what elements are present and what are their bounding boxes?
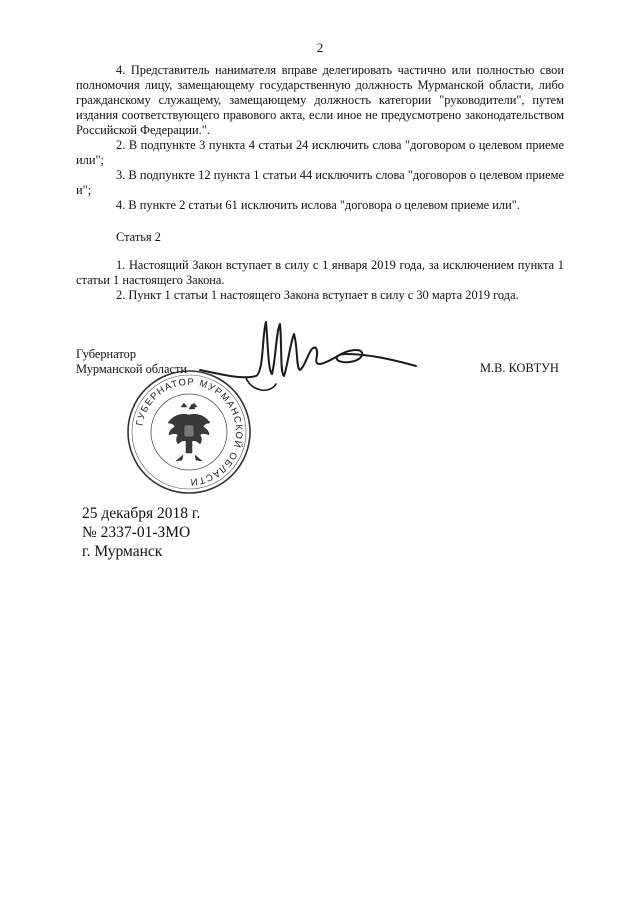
signatory-title [76,347,187,377]
seal-text: ГУБЕРНАТОР МУРМАНСКОЙ ОБЛАСТИ [134,376,245,488]
paragraph: 4. В пункте 2 статьи 61 исключить иcлова "договора о целевом приеме или". [116,198,520,212]
signatory-name: М.В. КОВТУН [480,361,559,375]
signature [180,314,420,398]
paragraph: 2. Пункт 1 статьи 1 настоящего Закона вступает в силу с 30 марта 2019 года. [116,288,519,302]
paragraph: 2. В подпункте 3 пункта 4 статьи 24 исключить слова "договором о целевом приеме или"; [76,138,564,167]
signatory-title-line: Губернатор [76,347,137,361]
document-number: № 2337-01-ЗМО [82,524,191,541]
paragraph: 1. Настоящий Закон вступает в силу с 1 января 2019 года, за исключением пункта 1 статьи 1 настоящего Закона. [76,258,564,287]
signatory-title-line: Мурманской области [76,362,188,376]
coat-of-arms-icon [168,403,210,461]
paragraph: 3. В подпункте 12 пункта 1 статьи 44 исключить слова "договоров о целевом приеме и"; [76,168,564,197]
article2-text [76,258,564,303]
article2-heading: Статья 2 [116,230,161,244]
page-number: 2 [316,40,324,55]
article1-text [76,63,564,213]
document-footer [82,504,200,561]
document-city: г. Мурманск [82,543,163,560]
paragraph: 4. Представитель нанимателя вправе делегировать частично или полностью свои полномочия лицу, замещающему государственную должность Мурманской области, либо гражданскому служащему, замещающему должность категории "руководители", путем издания соответствующего правового акта, если иное не предусмотрено законодательством Российской Федерации.". [76,63,564,137]
document-date: 25 декабря 2018 г. [82,505,201,522]
